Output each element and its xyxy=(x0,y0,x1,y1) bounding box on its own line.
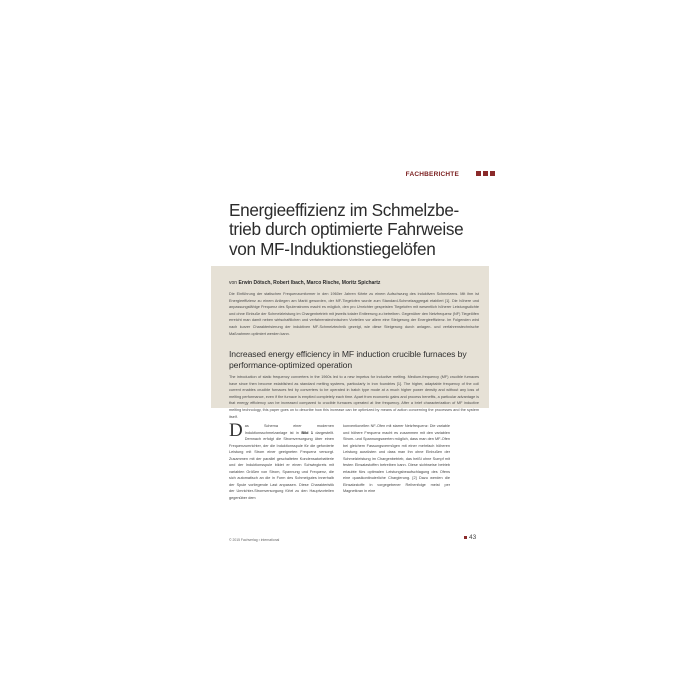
page-number xyxy=(464,534,476,541)
body-column-2: konventionellen NF-Ofen mit starrer Netzfrequenz: Die variable und höhere Frequenz macht es zusammen mit den variablen Strom- und Spannungswerten möglich, dass man den MF-Ofen bei gleichem Fassungsvermögen mit einer mehrfach höheren Leistung ausrüsten und dass man ihn ohne Einbußen der Schmelzleistung im Chargenbetrieb, das heißt ohne Sumpf mit festen Einsatzstoffen betreiben kann. Diese sichtweise betrieb erlaubte fürs optimalen Leistungsbeaufschlagung des Ofens eine quasikontinuierliche Chargierung. [2] Dazu werden die Einsatzstoffe in vorgegebener Reihenfolge meist per Magnetkran in eine xyxy=(343,424,450,494)
page-marker-square xyxy=(464,536,467,539)
copyright-line: © 2015 Fachverlag ▪ international xyxy=(229,538,280,542)
page-number-value: 43 xyxy=(469,534,477,541)
marker-square xyxy=(483,171,488,176)
abstract-german: Die Einführung der statischen Frequenzumformer in den 1960er Jahren führte zu einem Aufschwung des induktiven Schmelzens. Mit ihm ist Energieeffizienz zu einem Anliegen am Markt geworden, der MF-Tiegelofen wurde zum Standard-Schmelzaggregat etabliert [1]. Die höhere und anpassungsfähige Frequenz des Spulenstroms macht es möglich, den pro Umrichter gespeisten Tiegelofen mit wesentlich höherer Leistungsdichte und ohne Einbuße der Schmelzleistung im Chargenbetrieb mit jeweils totaler Entleerung zu betreiben. Gegenüber den Netzfrequenz (NF) Tiegelöfen erreicht man damit neben wirtschaftlichen und verfahrenstechnischen Vorteilen vor allem eine Steigerung der Energieeffizienz. Im Folgenden wird nach kurzer Charakterisierung der induktiven MF-Schmelztechnik gezeigt, wie diese Steigerung durch anlagen- und verfahrenstechnische Maßnahmen optimiert werden kann. xyxy=(229,292,479,336)
authors-prefix: von xyxy=(229,280,238,286)
authors-line xyxy=(229,280,479,287)
section-marker xyxy=(476,171,495,177)
section-label: FACHBERICHTE xyxy=(405,171,459,178)
marker-square xyxy=(490,171,495,176)
abstract-english: The introduction of static frequency converters in the 1960s led to a new impetus for inductive melting. Medium-frequency (MF) crucible furnaces have since then become established as standard melting systems, particularly in iron foundries [1]. The higher, adaptable frequency of the coil current enables crucible furnaces fed by converters to be operated in batch type mode at a much higher power density and without any loss of melting performance, even if the furnace is emptied completely each time. Apart from economic gains and process benefits, a particular advantage is that energy efficiency can be increased compared to crucible furnaces operated at line frequency. After a brief characterization of MF inductive melting technology, this paper goes on to describe how this increase can be optimized by means of action concerning the processes and the system itself. xyxy=(229,375,479,419)
english-title: Increased energy efficiency in MF induction crucible furnaces by performance-optimized operation xyxy=(229,349,467,370)
article-title: Energieeffizienz im Schmelzbetrieb durch optimierte Fahrweise von MF-Induktionstiegelöfen xyxy=(229,200,464,259)
body-text-start: as Schema einer modernen Induktionsschmelzanlage ist in xyxy=(244,424,334,435)
drop-cap: D xyxy=(229,420,243,441)
authors-names: Erwin Dötsch, Robert Ibach, Marco Rische, Moritz Spichartz xyxy=(238,280,381,286)
figure-reference: Bild 1 xyxy=(301,430,314,435)
body-text-rest: dargestellt. Demnach erfolgt die Stromversorgung über einen Frequenzumrichter, der die Induktionsspule für die geforderte Leistung mit Strom einer geeigneten Frequenz versorgt. Zusammen mit der parallel geschalteten Kondensatorbatterie und der Induktionsspule bildet er einen Schwingkreis mit variablen Größen von Strom, Spannung und Frequenz, die sich automatisch an die in Form des Schmelgutes innerhalb der Spule vorliegende Last anpassen. Diese Charakteristik der Umrichter-Stromversorgung führt zu den Hauptvorteilen gegenüber dem xyxy=(229,430,334,501)
marker-square xyxy=(476,171,481,176)
body-column-1 xyxy=(229,420,334,502)
